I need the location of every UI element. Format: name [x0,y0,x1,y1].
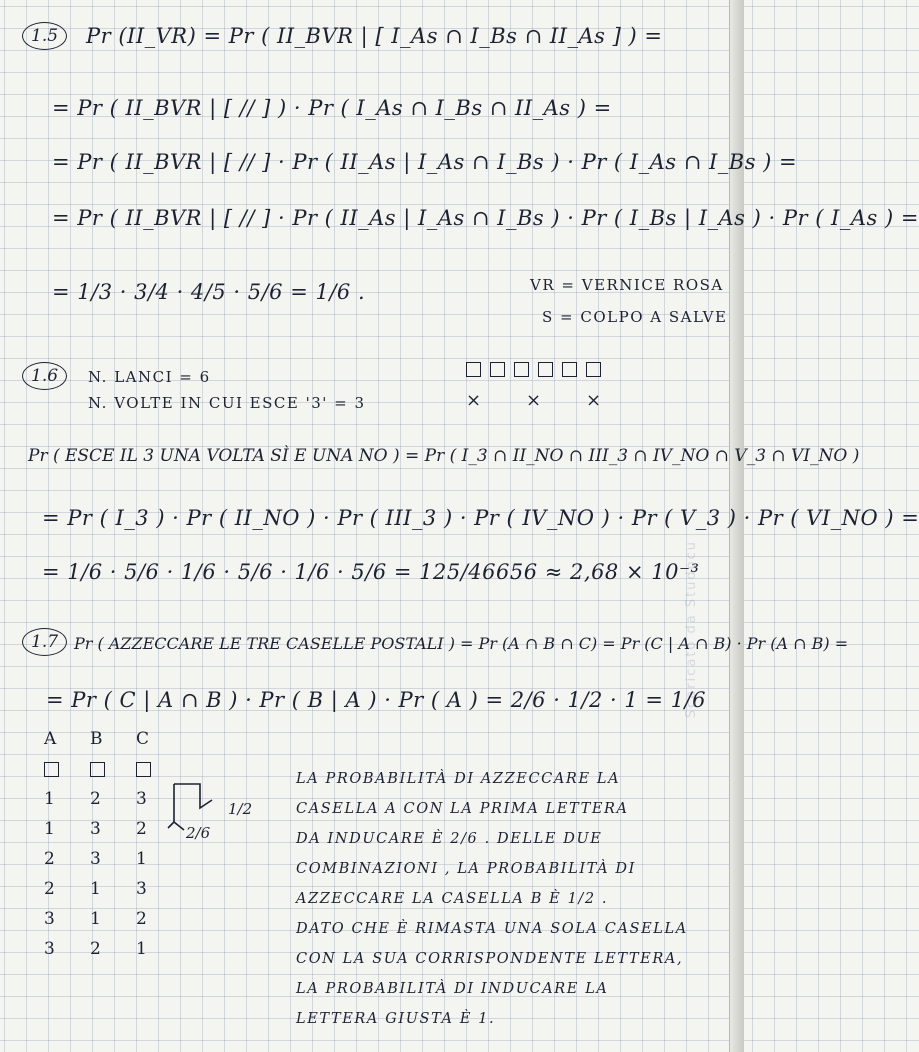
table-cell: 2 [90,939,101,959]
table-cell: 2 [136,909,147,929]
table-cell: 3 [90,849,101,869]
table-cell: 2 [44,849,55,869]
paragraph-line: CON LA SUA CORRISPONDENTE LETTERA, [296,951,684,967]
p15-line-5: = 1/3 · 3/4 · 4/5 · 5/6 = 1/6 . [52,280,366,304]
problem-number-1-6: 1.6 [22,362,67,390]
roll-box [586,362,601,377]
p17-line-1: Pr ( AZZECCARE LE TRE CASELLE POSTALI ) = Pr (A ∩ B ∩ C) = Pr (C | A ∩ B) · Pr (A ∩ B) = [74,634,849,653]
roll-mark: × [466,390,482,411]
p15-line-3: = Pr ( II_BVR | [ // ] · Pr ( II_As | I_As ∩ I_Bs ) · Pr ( I_As ∩ I_Bs ) = [52,150,798,174]
table-cell: 2 [136,819,147,839]
tree-label-first-prob: 2/6 [186,824,211,842]
tree-branch [174,784,212,808]
table-cell: 1 [44,819,55,839]
p15-legend-s: S = COLPO A SALVE [542,308,728,326]
table-cell: 2 [90,789,101,809]
explanation-paragraph [296,764,716,1034]
table-row [44,904,182,934]
table-cell: 3 [136,789,147,809]
roll-box [538,362,553,377]
roll-marks [466,390,646,411]
problem-number-1-5: 1.5 [22,22,67,50]
paragraph-line: LA PROBABILITÀ DI INDUCARE LA [296,981,609,997]
p15-line-2: = Pr ( II_BVR | [ // ] ) · Pr ( I_As ∩ I_Bs ∩ II_As ) = [52,96,612,120]
tree-branch [168,784,174,828]
roll-box [490,362,505,377]
table-cell: 2 [44,879,55,899]
table-row [44,874,182,904]
table-row [44,934,182,964]
mailbox-square [90,762,105,777]
probability-tree-diagram [160,770,253,870]
table-cell: 1 [136,939,147,959]
tree-branch [174,822,184,830]
roll-box [466,362,481,377]
paragraph-line: COMBINAZIONI , LA PROBABILITÀ DI [296,861,636,877]
p16-line-1: N. LANCI = 6 [88,368,211,386]
table-cell: 1 [90,909,101,929]
p17-line-2: = Pr ( C | A ∩ B ) · Pr ( B | A ) · Pr ( A ) = 2/6 · 1/2 · 1 = 1/6 [46,688,706,712]
mailbox-square [136,762,151,777]
roll-box [514,362,529,377]
paragraph-line: LA PROBABILITÀ DI AZZECCARE LA [296,771,621,787]
paragraph-line: LETTERA GIUSTA È 1. [296,1011,496,1027]
paragraph-line: CASELLA A CON LA PRIMA LETTERA [296,801,629,817]
table-cell: 1 [90,879,101,899]
table-header-cell: B [90,729,103,749]
table-header-cell: C [136,729,150,749]
paragraph-line: DATO CHE È RIMASTA UNA SOLA CASELLA [296,921,688,937]
table-cell: 3 [136,879,147,899]
table-cell: 3 [44,909,55,929]
paragraph-line: DA INDUCARE È 2/6 . DELLE DUE [296,831,603,847]
dice-roll-boxes [466,362,610,381]
table-header-cell: A [44,729,57,749]
tree-label-second-prob: 1/2 [228,800,253,818]
watermark: Scaricato da Studocu [684,540,699,719]
p16-line-5: = 1/6 · 5/6 · 1/6 · 5/6 · 1/6 · 5/6 = 125/46656 ≈ 2,68 × 10⁻³ [42,560,700,584]
table-header-row [44,724,182,754]
roll-mark: × [526,390,542,411]
p15-legend-vr: VR = VERNICE ROSA [530,276,724,294]
mailbox-square [44,762,59,777]
p16-line-3: Pr ( ESCE IL 3 UNA VOLTA SÌ E UNA NO ) = Pr ( I_3 ∩ II_NO ∩ III_3 ∩ IV_NO ∩ V_3 ∩ VI_NO ) [28,446,860,466]
p15-line-4: = Pr ( II_BVR | [ // ] · Pr ( II_As | I_As ∩ I_Bs ) · Pr ( I_Bs | I_As ) · Pr ( I_As ) = [52,206,919,230]
table-cell: 1 [44,789,55,809]
roll-box [562,362,577,377]
p16-line-2: N. VOLTE IN CUI ESCE '3' = 3 [88,394,366,412]
table-cell: 3 [44,939,55,959]
paragraph-line: AZZECCARE LA CASELLA B È 1/2 . [296,891,609,907]
roll-mark: × [586,390,602,411]
table-cell: 3 [90,819,101,839]
p16-line-4: = Pr ( I_3 ) · Pr ( II_NO ) · Pr ( III_3 ) · Pr ( IV_NO ) · Pr ( V_3 ) · Pr ( VI_NO ) = [42,506,919,530]
problem-number-1-7: 1.7 [22,628,67,656]
table-cell: 1 [136,849,147,869]
p15-line-1: Pr (II_VR) = Pr ( II_BVR | [ I_As ∩ I_Bs ∩ II_As ] ) = [86,24,663,48]
